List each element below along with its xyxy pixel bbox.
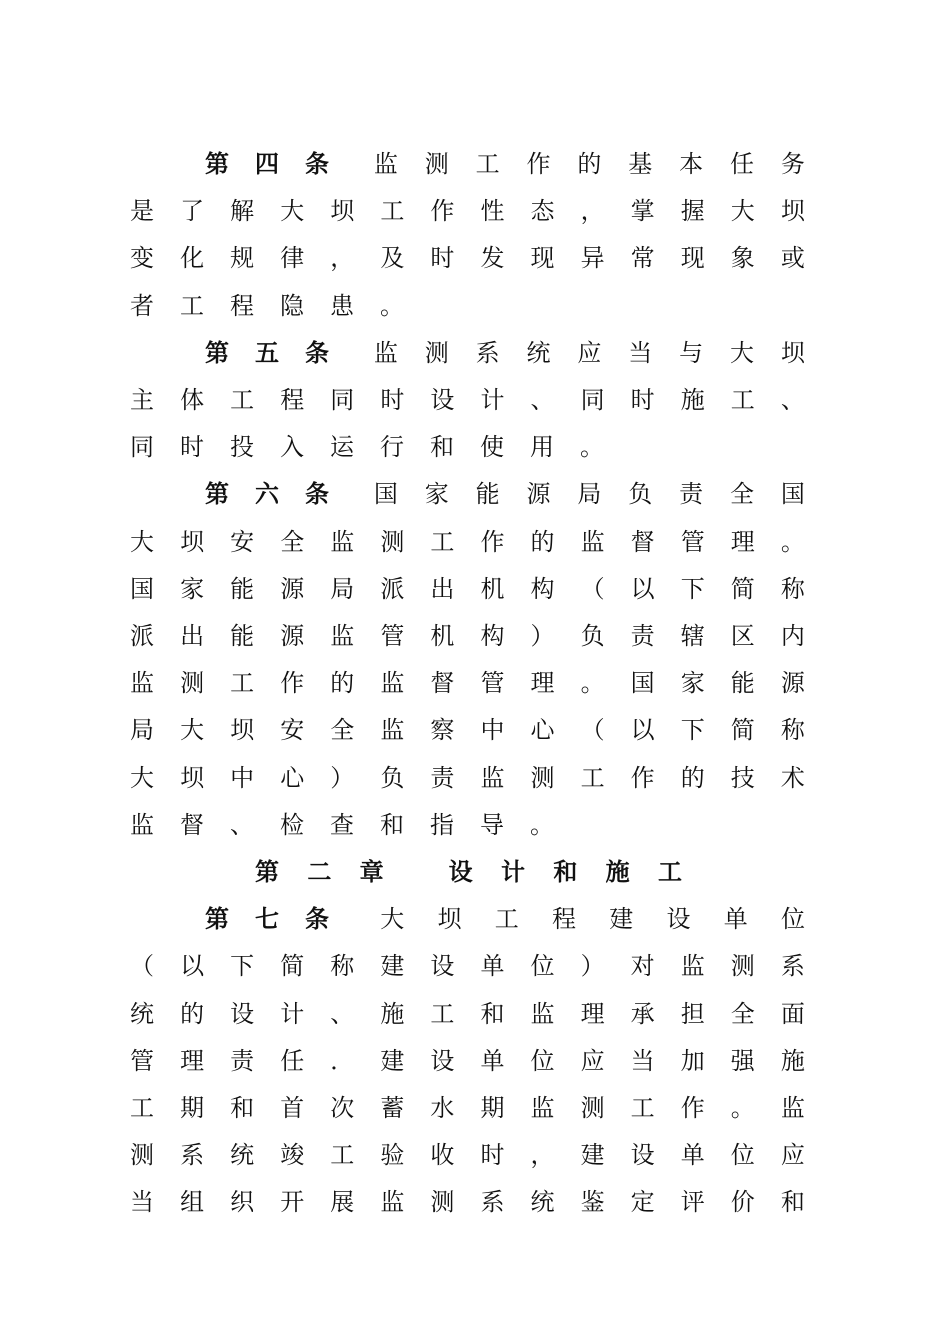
text-line: 大 坝 中 心 ） 负 责 监 测 工 作 的 技 术 xyxy=(130,763,805,792)
article-first-line: 第 六 条 国 家 能 源 局 负 责 全 国 xyxy=(205,471,805,518)
text-line: 者 工 程 隐 患 。 xyxy=(130,291,404,320)
text-line: 是 了 解 大 坝 工 作 性 态 ， 掌 握 大 坝 xyxy=(130,197,805,226)
text-line: 主 体 工 程 同 时 设 计 、 同 时 施 工 、 xyxy=(130,386,805,414)
text-line: （ 以 下 简 称 建 设 单 位 ） 对 监 测 系 xyxy=(130,952,805,981)
text-line: 国 家 能 源 局 派 出 机 构 （ 以 下 简 称 xyxy=(130,574,805,603)
text-line: 工 期 和 首 次 蓄 水 期 监 测 工 作 。 监 xyxy=(130,1094,805,1122)
text-line: 监 督 、 检 查 和 指 导 。 xyxy=(130,810,554,839)
chapter-heading: 第 二 章 设 计 和 施 工 xyxy=(255,858,682,886)
article-first-line: 第 七 条 大 坝 工 程 建 设 单 位 xyxy=(205,896,805,943)
text-line: 管 理 责 任 ． 建 设 单 位 应 当 加 强 施 xyxy=(130,1046,805,1075)
article-label: 第 七 条 xyxy=(205,905,329,934)
article-first-line: 第 五 条 监 测 系 统 应 当 与 大 坝 xyxy=(205,330,805,377)
text-line: 局 大 坝 安 全 监 察 中 心 （ 以 下 简 称 xyxy=(130,716,805,745)
text-line: 监 测 工 作 的 监 督 管 理 。 国 家 能 源 xyxy=(130,669,805,698)
article-label: 第 四 条 xyxy=(205,150,329,178)
text-line: 大 坝 安 全 监 测 工 作 的 监 督 管 理 。 xyxy=(130,527,805,556)
text-line: 当 组 织 开 展 监 测 系 统 鉴 定 评 价 和 xyxy=(130,1188,805,1217)
article-label: 第 五 条 xyxy=(205,338,329,367)
text-line: 变 化 规 律 ， 及 时 发 现 异 常 现 象 或 xyxy=(130,244,805,273)
text-line: 派 出 能 源 监 管 机 构 ） 负 责 辖 区 内 xyxy=(130,622,805,650)
text-line: 测 系 统 竣 工 验 收 时 ， 建 设 单 位 应 xyxy=(130,1141,805,1170)
article-label: 第 六 条 xyxy=(205,480,329,509)
article-first-line: 第 四 条 监 测 工 作 的 基 本 任 务 xyxy=(205,141,805,188)
text-line: 同 时 投 入 运 行 和 使 用 。 xyxy=(130,433,604,462)
text-line: 统 的 设 计 、 施 工 和 监 理 承 担 全 面 xyxy=(130,999,805,1028)
